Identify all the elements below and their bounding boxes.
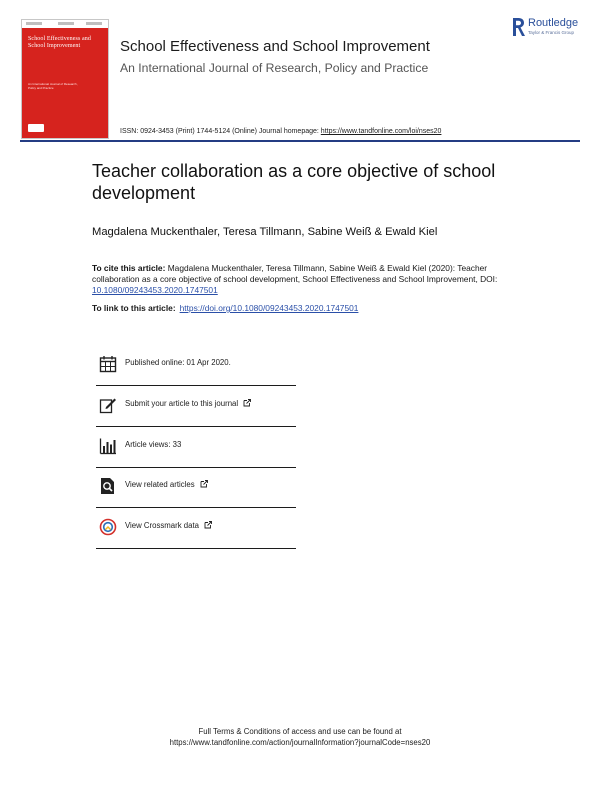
submit-article-link[interactable] <box>125 399 251 408</box>
publisher-tagline: Taylor & Francis Group <box>528 30 575 35</box>
footer-terms-text: Full Terms & Conditions of access and use can be found at <box>198 727 402 736</box>
journal-title: School Effectiveness and School Improvement <box>120 38 430 55</box>
citation-text: Magdalena Muckenthaler, Teresa Tillmann, Sabine Weiß & Ewald Kiel (2020): Teacher collaboration as a core objective of school development, School Effectiveness and School Improvement, DOI: <box>92 263 498 285</box>
publisher-logo <box>511 16 591 40</box>
doi-link[interactable]: 10.1080/09243453.2020.1747501 <box>92 285 218 296</box>
calendar-icon <box>99 355 117 373</box>
journal-subtitle: An International Journal of Research, Policy and Practice <box>120 61 429 75</box>
submit-article-label: Submit your article to this journal <box>125 399 239 408</box>
article-title: Teacher collaboration as a core objective of school development <box>92 161 496 203</box>
cover-title: School Effectiveness and School Improvement <box>28 36 91 49</box>
bar-chart-icon <box>99 437 117 455</box>
journal-cover-image <box>22 20 108 138</box>
view-related-label: View related articles <box>125 480 195 489</box>
publisher-name: Routledge <box>528 17 579 29</box>
submit-article-row[interactable] <box>96 386 296 427</box>
related-search-icon <box>99 477 117 495</box>
crossmark-icon <box>99 518 117 536</box>
article-views-count: Article views: 33 <box>125 440 182 449</box>
article-views-row <box>96 427 296 468</box>
edit-pencil-icon <box>99 396 117 414</box>
journal-homepage-link[interactable]: https://www.tandfonline.com/loi/nses20 <box>320 128 442 135</box>
cover-publisher-logo <box>28 124 44 132</box>
cover-subtitle: An International Journal of Research, Policy and Practice <box>28 82 78 90</box>
article-link-line <box>92 303 358 313</box>
external-link-icon <box>243 399 251 407</box>
issn-text: ISSN: 0924-3453 (Print) 1744-5124 (Online) Journal homepage: <box>120 128 321 135</box>
footer-terms-link[interactable]: https://www.tandfonline.com/action/journalInformation?journalCode=nses20 <box>169 738 431 747</box>
citation-label: To cite this article: <box>92 263 166 273</box>
routledge-r-icon <box>511 17 525 37</box>
external-link-icon <box>200 480 208 488</box>
view-crossmark-link[interactable] <box>125 521 212 530</box>
issn-line <box>120 128 441 135</box>
cover-band-mark <box>26 22 42 25</box>
cover-band-mark <box>86 22 102 25</box>
related-articles-row[interactable] <box>96 467 296 508</box>
view-crossmark-label: View Crossmark data <box>125 521 199 530</box>
citation-block <box>92 263 512 297</box>
cover-band-mark <box>58 22 74 25</box>
header-divider <box>20 140 580 142</box>
external-link-icon <box>204 521 212 529</box>
published-date: Published online: 01 Apr 2020. <box>125 358 231 367</box>
article-doi-url-link[interactable]: https://doi.org/10.1080/09243453.2020.1747501 <box>179 303 359 313</box>
published-row <box>96 345 296 386</box>
cover-top-band <box>22 20 108 28</box>
view-related-link[interactable] <box>125 480 208 489</box>
crossmark-row[interactable] <box>96 508 296 549</box>
link-label: To link to this article: <box>92 303 176 313</box>
article-authors: Magdalena Muckenthaler, Teresa Tillmann, Sabine Weiß & Ewald Kiel <box>92 226 438 238</box>
